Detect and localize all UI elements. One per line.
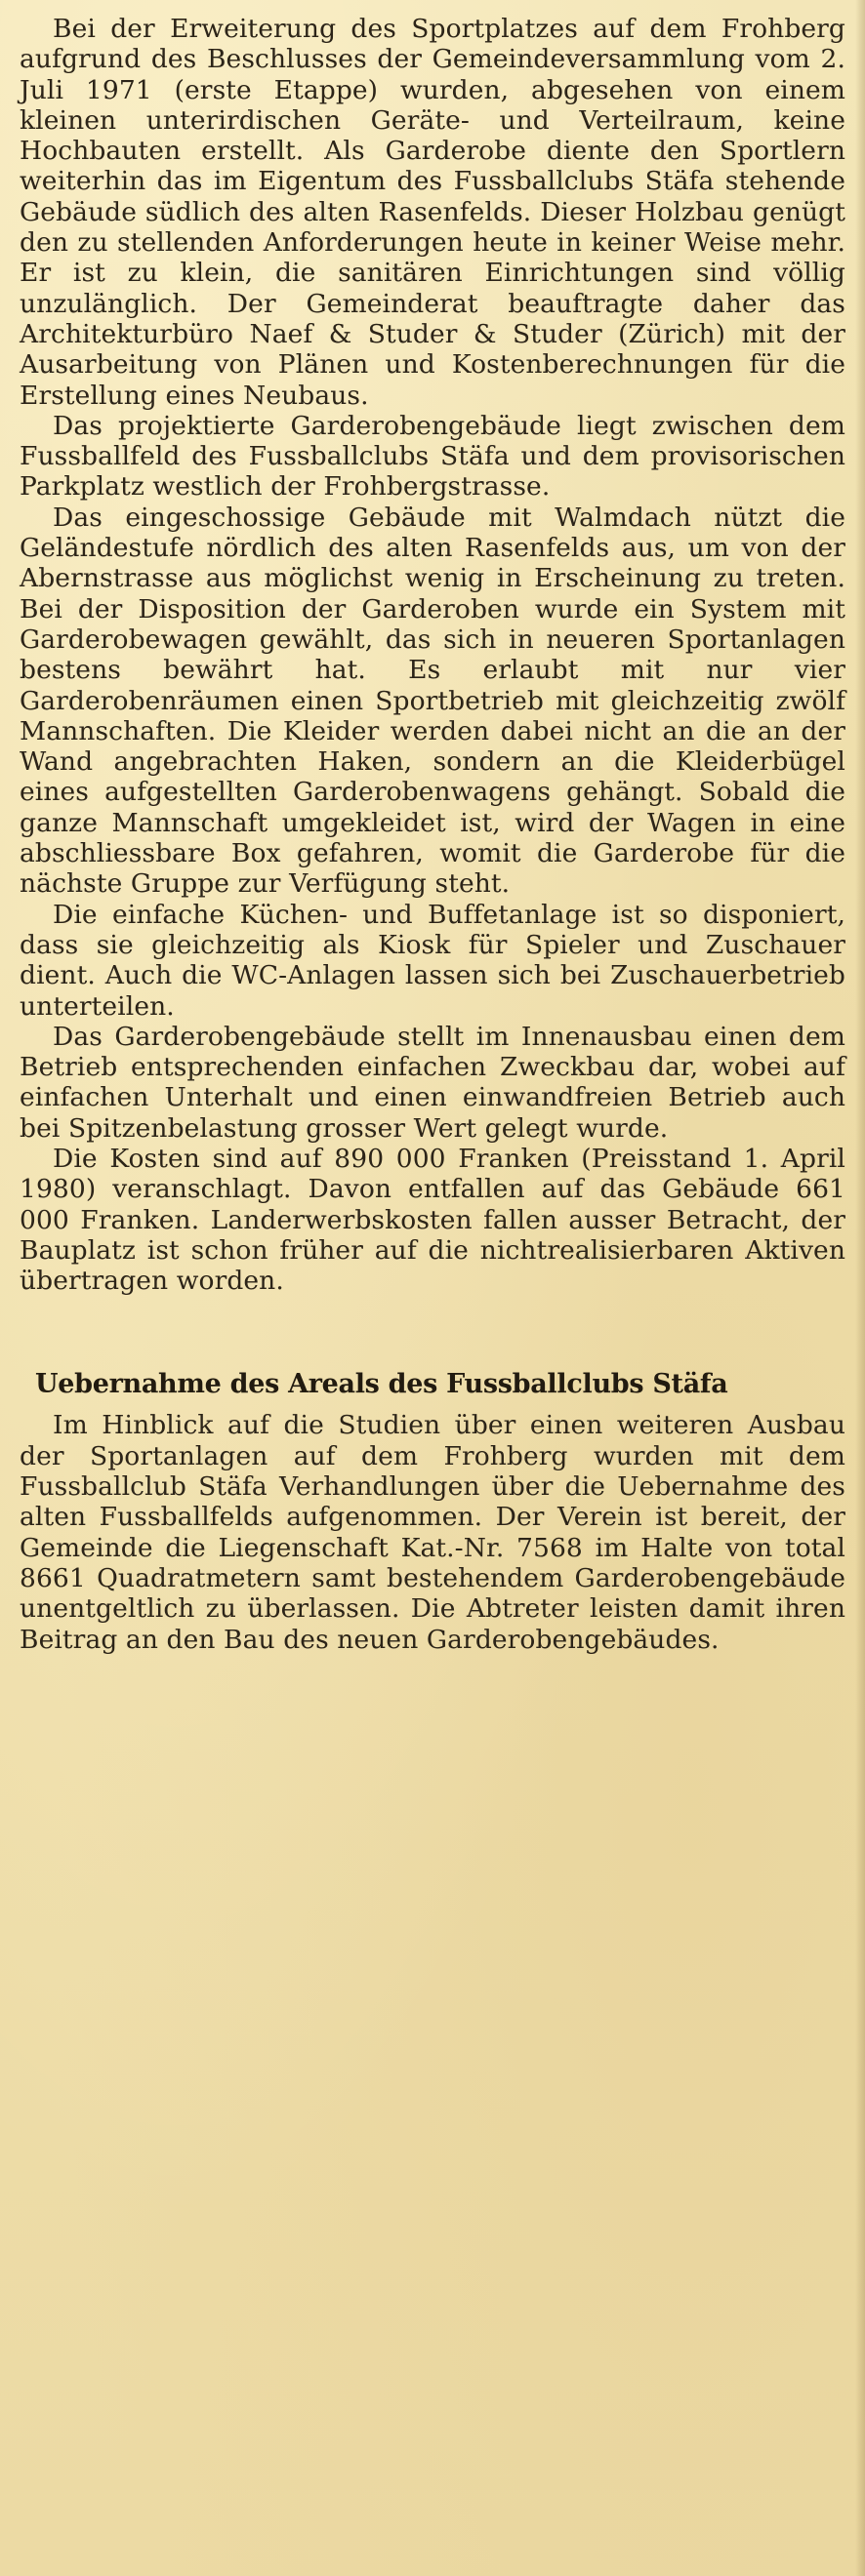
section-heading: Uebernahme des Areals des Fussballclubs Stäfa [35,1369,728,1400]
section-uebernahme [20,1368,845,1654]
paragraph-gebaeude-system: Das eingeschossige Gebäude mit Walmdach nützt die Geländestufe nördlich des alten Rasenfelds aus, um von der Abernstrasse aus möglichst wenig in Erscheinung zu treten. Bei der Disposition der Garderoben wurde ein System mit Garderobewagen gewählt, das sich in neueren Sportanlagen bestens bewährt hat. Es erlaubt mit nur vier Garderobenräumen einen Sportbetrieb mit gleichzeitig zwölf Mannschaften. Die Kleider werden dabei nicht an die an der Wand angebrachten Haken, sondern an die Kleiderbügel eines aufgestellten Garderobenwagens gehängt. Sobald die ganze Mannschaft umgekleidet ist, wird der Wagen in eine abschliessbare Box gefahren, womit die Garderobe für die nächste Gruppe zur Verfügung steht. [20,502,845,900]
paragraph-innenausbau: Das Garderobengebäude stellt im Innenausbau einen dem Betrieb entsprechenden einfachen Zweckbau dar, wobei auf einfachen Unterhalt und einen einwandfreien Betrieb auch bei Spitzenbelastung grosser Wert gelegt wurde. [20,1021,845,1144]
section-gap [20,1296,845,1368]
article-body [20,14,845,1296]
paragraph-kosten: Die Kosten sind auf 890 000 Franken (Preisstand 1. April 1980) veranschlagt. Davon entfallen auf das Gebäude 661 000 Franken. Landerwerbskosten fallen ausser Betracht, der Bauplatz ist schon früher auf die nichtrealisierbaren Aktiven übertragen worden. [20,1143,845,1297]
paragraph-sportplatz-erweiterung: Bei der Erweiterung des Sportplatzes auf dem Frohberg aufgrund des Beschlusses der Gemeindeversammlung vom 2. Juli 1971 (erste Etappe) wurden, abgesehen von einem kleinen unterirdischen Geräte- und Verteilraum, keine Hochbauten erstellt. Als Garderobe diente den Sportlern weiterhin das im Eigentum des Fussballclubs Stäfa stehende Gebäude südlich des alten Rasenfelds. Dieser Holzbau genügt den zu stellenden Anforderungen heute in keiner Weise mehr. Er ist zu klein, die sanitären Einrichtungen sind völlig unzulänglich. Der Gemeinderat beauftragte daher das Architekturbüro Naef & Studer & Studer (Zürich) mit der Ausarbeitung von Plänen und Kostenberechnungen für die Erstellung eines Neubaus. [20,14,845,411]
paragraph-kueche-buffet: Die einfache Küchen- und Buffetanlage ist so disponiert, dass sie gleichzeitig als Kiosk für Spieler und Zuschauer dient. Auch die WC-Anlagen lassen sich bei Zuschauerbetrieb unterteilen. [20,899,845,1022]
paper-edge-shadow [855,0,865,2576]
paragraph-uebernahme: Im Hinblick auf die Studien über einen weiteren Ausbau der Sportanlagen auf dem Frohberg wurden mit dem Fussballclub Stäfa Verhandlungen über die Uebernahme des alten Fussballfelds aufgenommen. Der Verein ist bereit, der Gemeinde die Liegenschaft Kat.-Nr. 7568 im Halte von total 8661 Quadratmetern samt bestehendem Garderobengebäude unentgeltlich zu überlassen. Die Abtreter leisten damit ihren Beitrag an den Bau des neuen Garderobengebäudes. [20,1410,845,1655]
paragraph-standort: Das projektierte Garderobengebäude liegt zwischen dem Fussballfeld des Fussballclubs Stäfa und dem provisorischen Parkplatz westlich der Frohbergstrasse. [20,410,845,503]
